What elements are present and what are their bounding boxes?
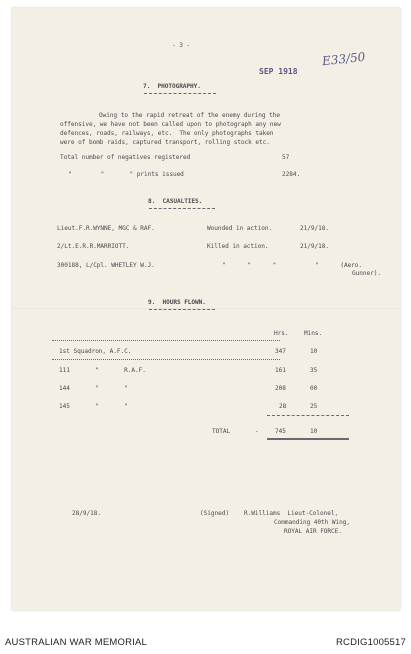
paragraph-line: Owing to the rapid retreat of the enemy during the (99, 112, 280, 119)
date-stamp: SEP 1918 (259, 67, 298, 76)
paragraph-line: were of bomb raids, captured transport, rolling stock etc. (60, 139, 270, 146)
casualty-status: Wounded in action. (207, 225, 273, 232)
signatory-unit: ROYAL AIR FORCE. (284, 528, 342, 535)
section-heading-hours-flown: 9. HOURS FLOWN. (148, 299, 206, 306)
casualty-status: Killed in action. (207, 243, 269, 250)
negatives-value: 57 (282, 154, 290, 161)
unit-hrs: 161 (275, 367, 286, 374)
unit-mins: 10 (310, 348, 318, 355)
unit-label: 145 " " (59, 403, 128, 410)
unit-hrs: 347 (275, 348, 286, 355)
casualty-date: 21/9/18. (300, 243, 329, 250)
section-heading-photography: 7. PHOTOGRAPHY. (143, 83, 201, 90)
prints-value: 2284. (282, 171, 301, 178)
unit-label: 144 " " (59, 385, 128, 392)
unit-mins: 00 (310, 385, 318, 392)
footer-reference: RCDIG1005517 (336, 637, 406, 648)
casualty-name: 2/Lt.E.R.R.MARRIOTT. (57, 243, 130, 250)
unit-mins: 35 (310, 367, 318, 374)
unit-hrs: 28 (279, 403, 287, 410)
column-header-mins: Mins. (304, 330, 323, 337)
signed-label: (Signed) (200, 510, 229, 517)
total-double-rule (267, 438, 349, 440)
casualty-name: Lieut.F.R.WYNNE, MGC & RAF. (57, 225, 155, 232)
section-heading-casualties: 8. CASUALTIES. (148, 198, 203, 205)
total-hrs: 745 (275, 428, 286, 435)
casualty-date: " (Aero. (315, 262, 363, 269)
ledger-rule (52, 359, 280, 360)
signatory-role: Commanding 40th Wing, (274, 519, 350, 526)
unit-mins: 25 (310, 403, 318, 410)
signature-date: 28/9/18. (72, 510, 101, 517)
heading-underline (149, 309, 215, 310)
column-header-hrs: Hrs. (274, 330, 289, 337)
footer-institution: AUSTRALIAN WAR MEMORIAL (5, 637, 148, 648)
total-mins: 10 (310, 428, 318, 435)
casualty-status: " " " (222, 262, 277, 269)
total-dash: - (255, 428, 259, 435)
paragraph-line: offensive, we have not been called upon to photograph any new (60, 121, 281, 128)
negatives-label: Total number of negatives registered (60, 154, 191, 161)
handwritten-annotation: E33/50 (321, 49, 366, 69)
paragraph-line: defences, roads, railways, etc. The only photographs taken (60, 130, 274, 137)
heading-underline (144, 93, 216, 94)
casualty-date: 21/9/18. (300, 225, 329, 232)
ledger-rule (52, 340, 280, 341)
signatory-name: R.Williams Lieut-Colonel, (244, 510, 339, 517)
sum-rule (267, 415, 349, 416)
casualty-name: 300188, L/Cpl. WHETLEY W.J. (57, 262, 155, 269)
page-number: - 3 - (172, 42, 191, 49)
casualty-note: Gunner). (352, 270, 381, 277)
unit-label: 1st Squadron, A.F.C. (59, 348, 132, 355)
unit-hrs: 208 (275, 385, 286, 392)
unit-label: 111 " R.A.F. (59, 367, 146, 374)
total-label: TOTAL (212, 428, 231, 435)
heading-underline (149, 208, 215, 209)
document-page (12, 8, 400, 610)
prints-label: " " " prints issued (68, 171, 184, 178)
